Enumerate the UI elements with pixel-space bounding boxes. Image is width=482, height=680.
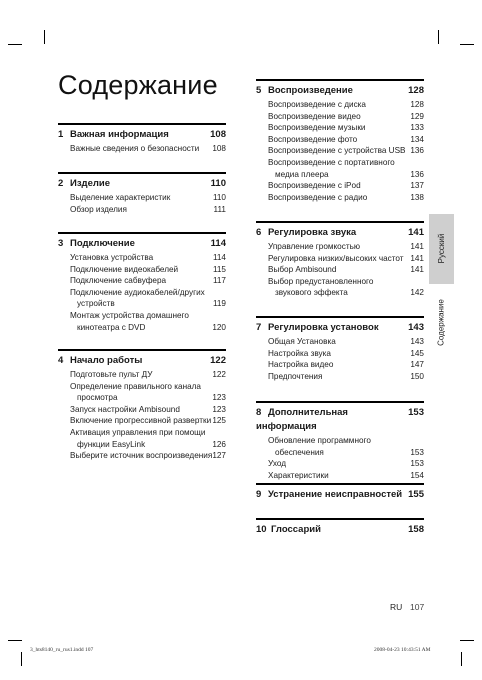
section-number: 5: [256, 85, 262, 96]
toc-item-page: 141: [410, 265, 424, 275]
toc-section: [58, 349, 226, 462]
section-rule: [256, 483, 424, 485]
toc-item-text: кинотеатра с DVD: [77, 322, 146, 332]
toc-item-text: устройств: [77, 299, 115, 309]
toc-item-list: [70, 143, 226, 155]
toc-item-page: 136: [410, 169, 424, 179]
toc-item-text: Обновление программного: [268, 436, 371, 445]
toc-item-page: 120: [212, 322, 226, 332]
toc-item-list: [268, 99, 424, 203]
toc-item-text: Воспроизведение с радио: [268, 192, 368, 202]
crop-mark: [8, 44, 22, 45]
toc-item[interactable]: [70, 381, 226, 393]
toc-section-heading[interactable]: [256, 406, 424, 434]
toc-item-page: 127: [212, 451, 226, 461]
section-page: 143: [408, 322, 424, 333]
toc-item-page: 133: [410, 123, 424, 133]
toc-section-heading[interactable]: [256, 523, 424, 537]
toc-item-list: [70, 192, 226, 215]
page-title: Содержание: [58, 70, 218, 100]
crop-mark: [461, 652, 462, 666]
crop-mark: [460, 640, 474, 641]
section-page: 141: [408, 227, 424, 238]
toc-item-text: Монтаж устройства домашнего: [70, 310, 189, 320]
toc-item[interactable]: [268, 264, 424, 276]
language-tab: [429, 214, 454, 284]
toc-item[interactable]: [268, 470, 424, 482]
section-rule: [256, 79, 424, 81]
toc-section-heading[interactable]: [58, 354, 226, 368]
section-title: Устранение неисправностей: [268, 489, 403, 500]
toc-item-text: Выбор предустановленного: [268, 276, 374, 286]
toc-item[interactable]: [268, 276, 424, 288]
section-page: 108: [210, 129, 226, 140]
toc-item-text: Выберите источник воспроизведения: [70, 451, 213, 461]
section-rule: [58, 172, 226, 174]
section-rule: [58, 123, 226, 125]
toc-item-text: звукового эффекта: [275, 288, 348, 298]
toc-item[interactable]: [70, 252, 226, 264]
section-page: 110: [210, 178, 226, 189]
toc-item[interactable]: [70, 310, 226, 322]
toc-section: [256, 221, 424, 299]
crop-mark: [8, 640, 22, 641]
toc-item-text: Подготовьте пульт ДУ: [70, 370, 153, 379]
section-number: 2: [58, 178, 64, 189]
toc-item-page: 136: [410, 146, 424, 156]
toc-item-page: 141: [410, 253, 424, 263]
section-title: Начало работы: [70, 355, 143, 366]
section-number: 10: [256, 524, 267, 535]
toc-item[interactable]: [268, 287, 424, 299]
section-title: Подключение: [70, 238, 135, 249]
toc-section: [58, 123, 226, 155]
toc-item-text: Управление громкостью: [268, 242, 360, 251]
crop-mark: [44, 30, 45, 44]
toc-item[interactable]: [70, 415, 226, 427]
toc-item-text: Воспроизведение видео: [268, 111, 361, 121]
toc-section: [256, 401, 424, 481]
toc-item[interactable]: [70, 264, 226, 276]
toc-item-page: 126: [212, 439, 226, 449]
section-page: 155: [408, 489, 424, 500]
section-rule: [256, 221, 424, 223]
toc-item-page: 134: [410, 134, 424, 144]
section-number: 3: [58, 238, 64, 249]
toc-item[interactable]: [70, 287, 226, 299]
section-page: 114: [210, 238, 226, 249]
toc-item-text: Обзор изделия: [70, 204, 127, 214]
toc-section: [256, 79, 424, 203]
section-title: Изделие: [70, 178, 111, 189]
toc-item-text: Активация управления при помощи: [70, 427, 206, 437]
toc-item-list: [268, 336, 424, 382]
toc-item-page: 128: [410, 100, 424, 109]
toc-section-heading[interactable]: [256, 488, 424, 502]
toc-item-text: просмотра: [77, 393, 118, 403]
toc-item-text: обеспечения: [275, 447, 324, 457]
toc-item-text: Подключение аудиокабелей/других: [70, 287, 205, 297]
toc-item[interactable]: [70, 322, 226, 334]
section-rule: [256, 401, 424, 403]
toc-item[interactable]: [268, 359, 424, 371]
section-rule: [256, 518, 424, 520]
toc-item-page: 153: [410, 459, 424, 469]
toc-item[interactable]: [268, 111, 424, 123]
toc-section: [58, 232, 226, 333]
toc-item[interactable]: [70, 192, 226, 204]
section-title: Дополнительная информация: [256, 407, 348, 432]
toc-section-heading[interactable]: [256, 321, 424, 335]
toc-section-heading[interactable]: [58, 128, 226, 142]
section-rule: [58, 349, 226, 351]
toc-item-text: Важные сведения о безопасности: [70, 144, 200, 153]
toc-item[interactable]: [268, 99, 424, 111]
toc-item[interactable]: [268, 371, 424, 383]
section-title: Важная информация: [70, 129, 169, 140]
toc-section-heading[interactable]: [256, 226, 424, 240]
toc-item-page: 145: [410, 348, 424, 358]
toc-item[interactable]: [268, 134, 424, 146]
section-tab-label: Содержание: [436, 299, 446, 346]
toc-item-page: 138: [410, 192, 424, 202]
toc-item[interactable]: [268, 192, 424, 204]
toc-item-page: 153: [410, 447, 424, 457]
toc-item-text: Настройка видео: [268, 360, 334, 370]
toc-section-heading[interactable]: [58, 177, 226, 191]
toc-item-page: 143: [410, 337, 424, 346]
toc-item-page: 123: [212, 404, 226, 414]
toc-item[interactable]: [268, 145, 424, 157]
toc-item-text: Воспроизведение с iPod: [268, 181, 361, 191]
section-title: Регулировка установок: [268, 322, 379, 333]
section-title: Воспроизведение: [268, 85, 353, 96]
crop-mark: [438, 30, 439, 44]
toc-item-page: 123: [212, 393, 226, 403]
section-page: 158: [408, 524, 424, 535]
toc-item-page: 115: [212, 264, 226, 274]
toc-item-text: Воспроизведение музыки: [268, 123, 366, 133]
toc-item-text: Запуск настройки Ambisound: [70, 404, 180, 414]
section-number: 4: [58, 355, 64, 366]
toc-item-page: 111: [213, 204, 226, 214]
sidebar-tabs: [429, 214, 454, 410]
toc-section: [256, 518, 424, 537]
toc-item-text: Регулировка низких/высоких частот: [268, 253, 404, 263]
toc-item[interactable]: [268, 348, 424, 360]
toc-section-heading[interactable]: [256, 84, 424, 98]
toc-item-text: Характеристики: [268, 470, 329, 480]
toc-item-list: [70, 252, 226, 333]
toc-item-list: [70, 369, 226, 462]
toc-item-text: Воспроизведение с устройства USB: [268, 146, 406, 156]
toc-item-page: 147: [410, 360, 424, 370]
toc-item-list: [268, 435, 424, 481]
toc-right-column: [256, 0, 424, 680]
section-page: 128: [408, 85, 424, 96]
toc-item[interactable]: [70, 450, 226, 462]
toc-item[interactable]: [268, 253, 424, 265]
section-page: 122: [210, 355, 226, 366]
toc-item-text: Воспроизведение фото: [268, 134, 358, 144]
toc-item-text: Определение правильного канала: [70, 381, 201, 391]
section-title: Глоссарий: [271, 524, 321, 535]
toc-item[interactable]: [268, 447, 424, 459]
toc-item-page: 110: [212, 193, 226, 202]
toc-item[interactable]: [70, 427, 226, 439]
toc-left-column: [58, 0, 226, 680]
section-number: 6: [256, 227, 262, 238]
section-title: Регулировка звука: [268, 227, 357, 238]
toc-section-heading[interactable]: [58, 237, 226, 251]
toc-item[interactable]: [70, 204, 226, 216]
crop-mark: [21, 652, 22, 666]
toc-item[interactable]: [268, 435, 424, 447]
section-number: 1: [58, 129, 64, 140]
toc-item-page: 119: [212, 299, 226, 309]
toc-item-page: 125: [212, 416, 226, 426]
print-slug-file: 3_hts8140_ru_rus1.indd 107: [30, 647, 94, 653]
language-tab-label: Русский: [437, 233, 446, 264]
toc-item-text: функции EasyLink: [77, 439, 146, 449]
toc-item-page: 141: [410, 242, 424, 251]
toc-item-text: Настройка звука: [268, 348, 331, 358]
toc-item-text: Уход: [268, 459, 286, 469]
toc-item[interactable]: [268, 122, 424, 134]
toc-item-page: 137: [410, 181, 424, 191]
toc-section: [58, 172, 226, 215]
toc-item[interactable]: [70, 275, 226, 287]
toc-item-text: Воспроизведение с диска: [268, 100, 366, 109]
toc-item-text: Выделение характеристик: [70, 193, 171, 202]
toc-item[interactable]: [70, 439, 226, 451]
toc-item[interactable]: [268, 180, 424, 192]
toc-item-text: Установка устройства: [70, 253, 154, 262]
toc-item-list: [268, 241, 424, 299]
toc-item-page: 122: [212, 370, 226, 379]
toc-item-page: 129: [410, 111, 424, 121]
toc-item-page: 150: [410, 371, 424, 381]
toc-item-text: Предпочтения: [268, 371, 323, 381]
print-slug-date: 2008-04-23 10:43:51 AM: [374, 647, 431, 653]
toc-item[interactable]: [70, 143, 226, 155]
toc-item-text: Подключение сабвуфера: [70, 276, 167, 286]
toc-item-text: Подключение видеокабелей: [70, 264, 179, 274]
toc-item[interactable]: [268, 336, 424, 348]
section-number: 7: [256, 322, 262, 333]
toc-item[interactable]: [70, 298, 226, 310]
toc-item[interactable]: [268, 169, 424, 181]
toc-item-page: 142: [410, 288, 424, 298]
toc-item-text: Воспроизведение с портативного: [268, 157, 395, 167]
page-number: 107: [410, 602, 425, 612]
toc-item-page: 154: [410, 470, 424, 480]
toc-section: [256, 483, 424, 502]
toc-item-page: 108: [212, 144, 226, 153]
toc-item-text: Выбор Ambisound: [268, 265, 337, 275]
toc-item-text: Включение прогрессивной развертки: [70, 416, 212, 426]
toc-item[interactable]: [70, 392, 226, 404]
toc-item[interactable]: [268, 458, 424, 470]
toc-item-text: Общая Установка: [268, 337, 336, 346]
section-number: 9: [256, 489, 262, 500]
section-page: 153: [408, 407, 424, 418]
toc-item-text: медиа плеера: [275, 169, 329, 179]
section-rule: [256, 316, 424, 318]
footer-language: RU: [390, 602, 403, 612]
toc-item[interactable]: [268, 157, 424, 169]
toc-item[interactable]: [70, 404, 226, 416]
toc-section: [256, 316, 424, 382]
toc-item-page: 117: [212, 276, 226, 286]
toc-item[interactable]: [268, 241, 424, 253]
section-number: 8: [256, 407, 262, 418]
section-rule: [58, 232, 226, 234]
crop-mark: [460, 44, 474, 45]
toc-item-page: 114: [212, 253, 226, 262]
toc-item[interactable]: [70, 369, 226, 381]
